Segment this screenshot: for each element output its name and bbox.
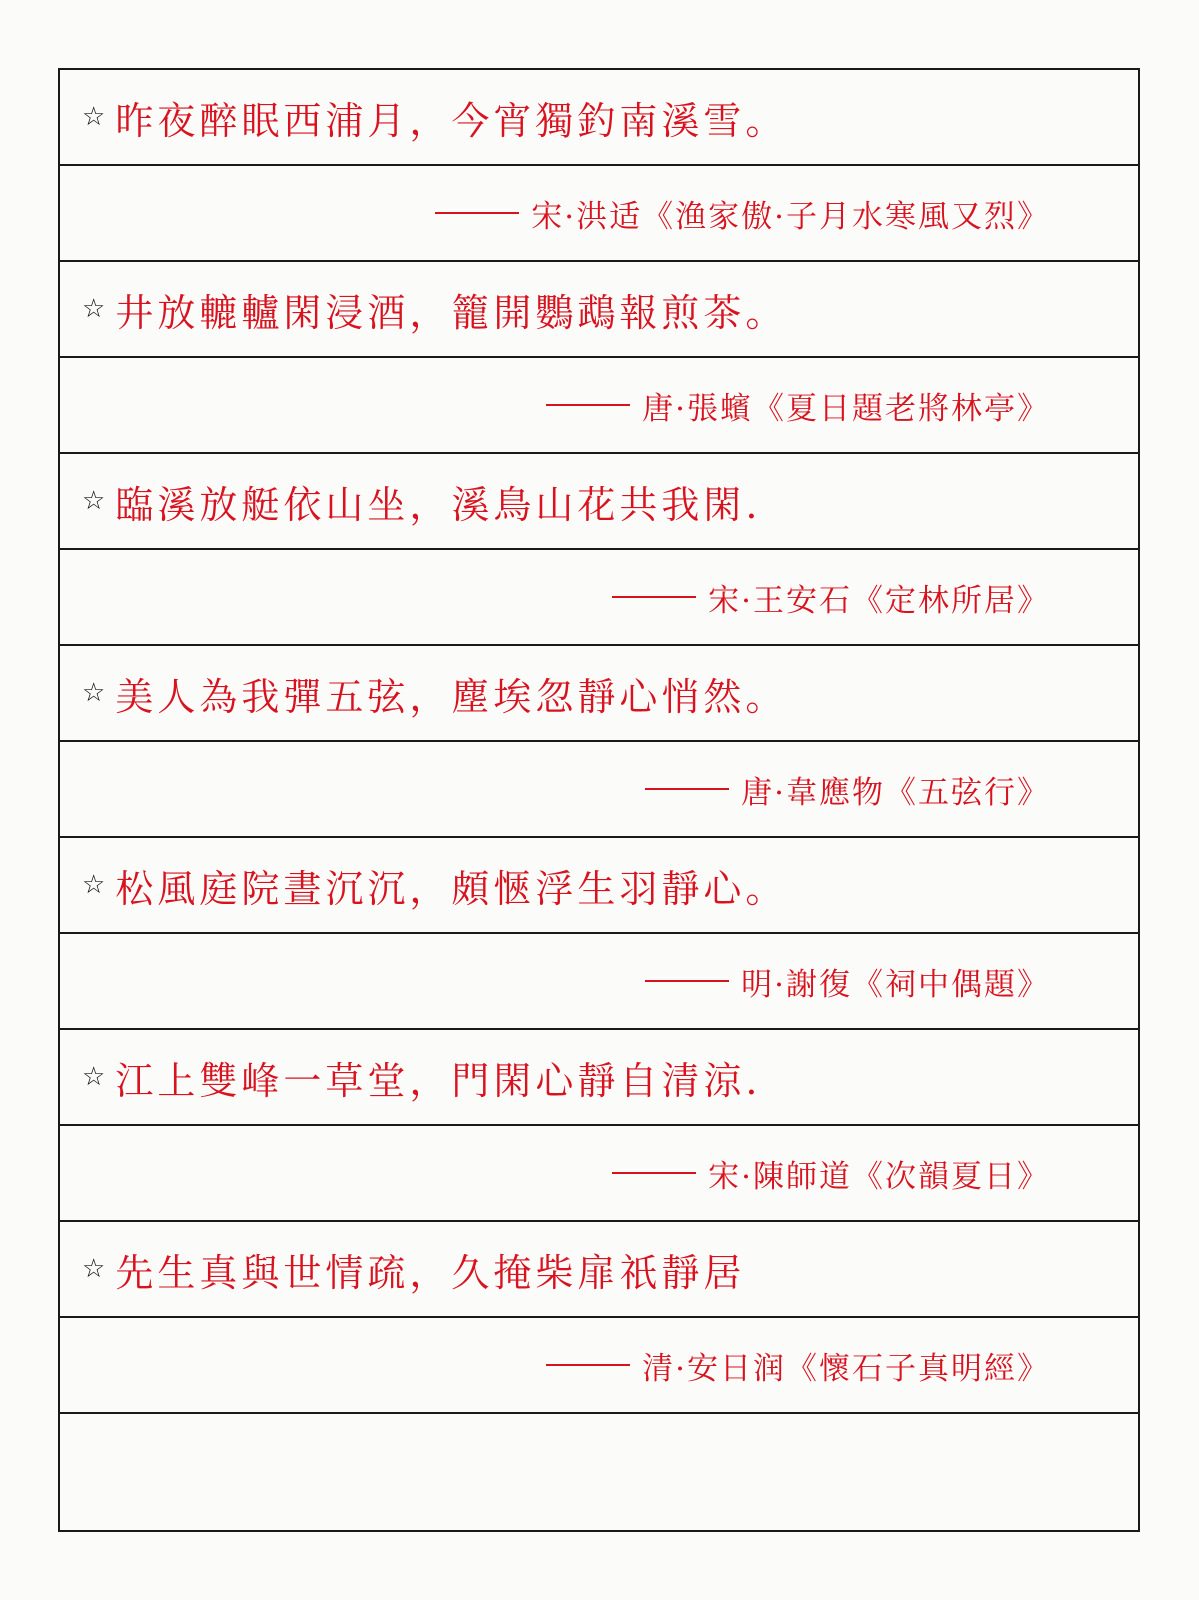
citation-row	[60, 1318, 1138, 1414]
star-icon: ☆	[82, 870, 106, 900]
empty-row	[60, 1414, 1138, 1530]
citation-row	[60, 742, 1138, 838]
citation-text: 唐·韋應物《五弦行》	[741, 774, 1050, 811]
citation-dash	[645, 980, 729, 982]
verse-text: 美人為我彈五弦，塵埃忽靜心悄然。	[115, 674, 788, 719]
citation-text: 明·謝復《祠中偶題》	[741, 966, 1050, 1003]
verse-text: 松風庭院晝沉沉，頗愜浮生羽靜心。	[115, 866, 788, 911]
verse-text: 臨溪放艇依山坐，溪鳥山花共我閑.	[115, 482, 762, 527]
verse-row	[60, 1030, 1138, 1126]
star-icon: ☆	[82, 678, 106, 708]
star-icon: ☆	[82, 294, 106, 324]
citation-text: 宋·陳師道《次韻夏日》	[708, 1158, 1050, 1195]
star-icon: ☆	[82, 1062, 106, 1092]
citation-dash	[612, 596, 696, 598]
verse-row	[60, 70, 1138, 166]
citation-row	[60, 358, 1138, 454]
citation-row	[60, 1126, 1138, 1222]
verse-row	[60, 838, 1138, 934]
citation-dash	[546, 404, 630, 406]
lined-paper	[58, 68, 1140, 1532]
star-icon: ☆	[82, 1254, 106, 1284]
citation-dash	[435, 212, 519, 214]
citation-text: 宋·洪适《渔家傲·子月水寒風又烈》	[531, 198, 1050, 235]
citation-text: 宋·王安石《定林所居》	[708, 582, 1050, 619]
verse-text: 江上雙峰一草堂，門閑心靜自清涼.	[115, 1058, 762, 1103]
verse-row	[60, 1222, 1138, 1318]
star-icon: ☆	[82, 486, 106, 516]
verse-text: 井放轆轤閑浸酒，籠開鸚鵡報煎茶。	[115, 290, 788, 335]
citation-dash	[645, 788, 729, 790]
citation-row	[60, 550, 1138, 646]
citation-dash	[612, 1172, 696, 1174]
verse-row	[60, 262, 1138, 358]
verse-text: 先生真與世情疏，久掩柴扉祇靜居	[115, 1250, 746, 1295]
citation-text: 唐·張蠙《夏日題老將林亭》	[642, 390, 1050, 427]
verse-row	[60, 646, 1138, 742]
verse-row	[60, 454, 1138, 550]
star-icon: ☆	[82, 102, 106, 132]
citation-text: 清·安日润《懷石子真明經》	[642, 1350, 1050, 1387]
citation-row	[60, 166, 1138, 262]
verse-text: 昨夜醉眠西浦月，今宵獨釣南溪雪。	[115, 98, 788, 143]
citation-dash	[546, 1364, 630, 1366]
citation-row	[60, 934, 1138, 1030]
